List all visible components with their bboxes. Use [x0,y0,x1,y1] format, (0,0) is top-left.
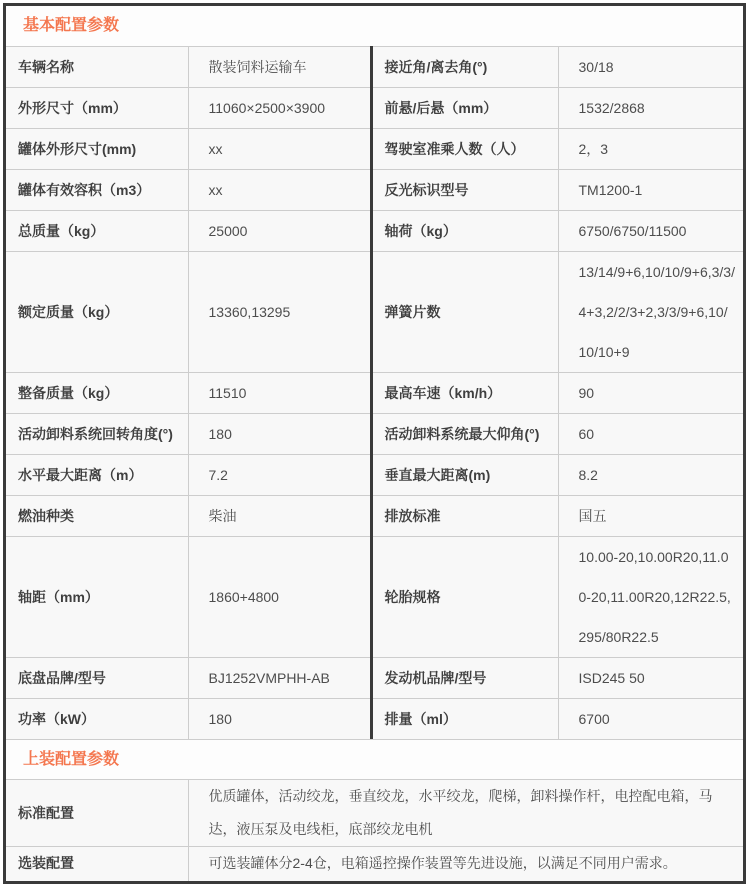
spec-sheet [3,3,746,884]
table-row [6,211,743,252]
spec-value: 180 [188,414,371,455]
spec-value: 180 [188,699,371,740]
spec-label: 额定质量（kg） [6,252,188,373]
spec-label: 发动机品牌/型号 [371,658,558,699]
spec-value: ISD245 50 [558,658,743,699]
spec-value: 7.2 [188,455,371,496]
table-row [6,88,743,129]
table-row [6,658,743,699]
spec-value: 25000 [188,211,371,252]
spec-label: 排放标准 [371,496,558,537]
upper-config-table [6,779,743,881]
spec-label: 反光标识型号 [371,170,558,211]
spec-label: 燃油种类 [6,496,188,537]
spec-value: 柴油 [188,496,371,537]
table-row [6,455,743,496]
spec-value: 1860+4800 [188,537,371,658]
spec-label: 前悬/后悬（mm） [371,88,558,129]
spec-value: 2，3 [558,129,743,170]
spec-label: 活动卸料系统最大仰角(°) [371,414,558,455]
spec-label: 活动卸料系统回转角度(°) [6,414,188,455]
spec-value: 30/18 [558,47,743,88]
spec-label: 水平最大距离（m） [6,455,188,496]
spec-label: 轮胎规格 [371,537,558,658]
spec-value: 国五 [558,496,743,537]
spec-value: 11510 [188,373,371,414]
table-row [6,170,743,211]
spec-label: 底盘品牌/型号 [6,658,188,699]
config-label: 标准配置 [6,780,188,847]
spec-value: 散装饲料运输车 [188,47,371,88]
table-row [6,252,743,373]
spec-value: 13360,13295 [188,252,371,373]
spec-label: 最高车速（km/h） [371,373,558,414]
spec-value: 13/14/9+6,10/10/9+6,3/3/4+3,2/2/3+2,3/3/9+6,10/10/10+9 [558,252,743,373]
spec-value: xx [188,129,371,170]
spec-value: xx [188,170,371,211]
table-row [6,537,743,658]
spec-value: 6750/6750/11500 [558,211,743,252]
config-value: 可选装罐体分2-4仓，电箱遥控操作装置等先进设施，以满足不同用户需求。 [188,847,743,881]
spec-label: 功率（kW） [6,699,188,740]
table-row [6,699,743,740]
basic-spec-table [6,46,743,739]
spec-value: 6700 [558,699,743,740]
spec-label: 弹簧片数 [371,252,558,373]
table-row [6,373,743,414]
table-row [6,780,743,847]
spec-value: 11060×2500×3900 [188,88,371,129]
spec-value: 1532/2868 [558,88,743,129]
table-row [6,129,743,170]
config-label: 选装配置 [6,847,188,881]
spec-label: 总质量（kg） [6,211,188,252]
spec-label: 驾驶室准乘人数（人） [371,129,558,170]
table-row [6,47,743,88]
spec-value: 90 [558,373,743,414]
spec-value: TM1200-1 [558,170,743,211]
spec-value: 60 [558,414,743,455]
spec-label: 罐体有效容积（m3） [6,170,188,211]
table-row [6,496,743,537]
table-row [6,847,743,881]
section-title-basic: 基本配置参数 [6,6,743,46]
spec-label: 垂直最大距离(m) [371,455,558,496]
config-value: 优质罐体，活动绞龙，垂直绞龙，水平绞龙，爬梯，卸料操作杆，电控配电箱，马达，液压泵及电线柜，底部绞龙电机 [188,780,743,847]
spec-label: 轴荷（kg） [371,211,558,252]
spec-value: BJ1252VMPHH-AB [188,658,371,699]
spec-label: 车辆名称 [6,47,188,88]
spec-label: 整备质量（kg） [6,373,188,414]
section-title-upper: 上装配置参数 [6,739,743,779]
spec-value: 8.2 [558,455,743,496]
spec-label: 罐体外形尺寸(mm) [6,129,188,170]
spec-value: 10.00-20,10.00R20,11.00-20,11.00R20,12R22.5,295/80R22.5 [558,537,743,658]
spec-label: 排量（ml） [371,699,558,740]
spec-label: 轴距（mm） [6,537,188,658]
spec-label: 外形尺寸（mm） [6,88,188,129]
table-row [6,414,743,455]
spec-label: 接近角/离去角(°) [371,47,558,88]
